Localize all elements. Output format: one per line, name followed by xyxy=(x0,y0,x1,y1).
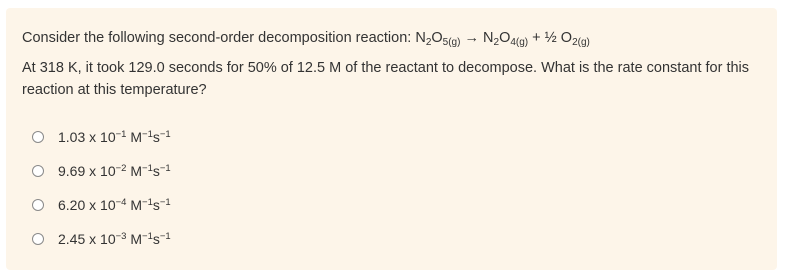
option-unit-s: s xyxy=(152,163,160,179)
option-unit-m-exponent: −1 xyxy=(142,197,153,208)
reactant-n-sub: 2 xyxy=(425,37,432,48)
option-unit-m: M xyxy=(126,163,143,179)
answer-option-label xyxy=(58,129,171,145)
answer-option-label xyxy=(58,197,171,213)
product2-o-sub: 2(g) xyxy=(572,37,590,48)
product1-n-sub: 2 xyxy=(493,37,500,48)
product1-n: N xyxy=(483,30,494,46)
option-mantissa: 1.03 x 10 xyxy=(58,129,116,145)
option-unit-m-exponent: −1 xyxy=(142,231,153,242)
option-exponent: −1 xyxy=(115,129,127,140)
option-unit-m: M xyxy=(126,129,143,145)
reaction-plus: + ½ xyxy=(528,30,561,46)
answer-options xyxy=(32,120,171,256)
option-unit-s-exponent: −1 xyxy=(159,231,171,242)
radio-button[interactable] xyxy=(32,199,44,211)
option-unit-m: M xyxy=(126,197,143,213)
option-exponent: −4 xyxy=(115,197,127,208)
product1-o-sub: 4(g) xyxy=(510,37,529,48)
option-unit-m-exponent: −1 xyxy=(142,129,153,140)
option-exponent: −3 xyxy=(115,231,127,242)
option-unit-m: M xyxy=(126,231,143,247)
option-unit-s: s xyxy=(152,231,160,247)
reactant-n: N xyxy=(415,30,426,46)
option-unit-s-exponent: −1 xyxy=(159,197,171,208)
option-mantissa: 2.45 x 10 xyxy=(58,231,116,247)
radio-button[interactable] xyxy=(32,131,44,143)
reactant-o-sub: 5(g) xyxy=(442,37,461,48)
reaction-intro: Consider the following second-order decomposition reaction: xyxy=(22,30,416,46)
option-unit-m-exponent: −1 xyxy=(142,163,153,174)
reactant-o: O xyxy=(431,30,443,46)
radio-button[interactable] xyxy=(32,233,44,245)
option-unit-s-exponent: −1 xyxy=(159,163,171,174)
option-mantissa: 9.69 x 10 xyxy=(58,163,116,179)
reaction-statement xyxy=(22,28,590,48)
option-unit-s-exponent: −1 xyxy=(159,129,171,140)
answer-option[interactable] xyxy=(32,188,171,222)
question-prompt: At 318 K, it took 129.0 seconds for 50% of 12.5 M of the reactant to decompose. What is the rate constant for this reaction at this temperature? xyxy=(22,60,750,98)
answer-option[interactable] xyxy=(32,120,171,154)
option-unit-s: s xyxy=(152,129,160,145)
product1-o: O xyxy=(499,30,511,46)
answer-option-label xyxy=(58,231,171,247)
radio-button[interactable] xyxy=(32,165,44,177)
option-unit-s: s xyxy=(152,197,160,213)
answer-option[interactable] xyxy=(32,154,171,188)
product2-o: O xyxy=(560,30,573,46)
reaction-arrow: → xyxy=(460,30,484,46)
answer-option-label xyxy=(58,163,171,179)
answer-option[interactable] xyxy=(32,222,171,256)
question-card xyxy=(6,8,777,270)
option-mantissa: 6.20 x 10 xyxy=(58,197,116,213)
option-exponent: −2 xyxy=(115,163,127,174)
